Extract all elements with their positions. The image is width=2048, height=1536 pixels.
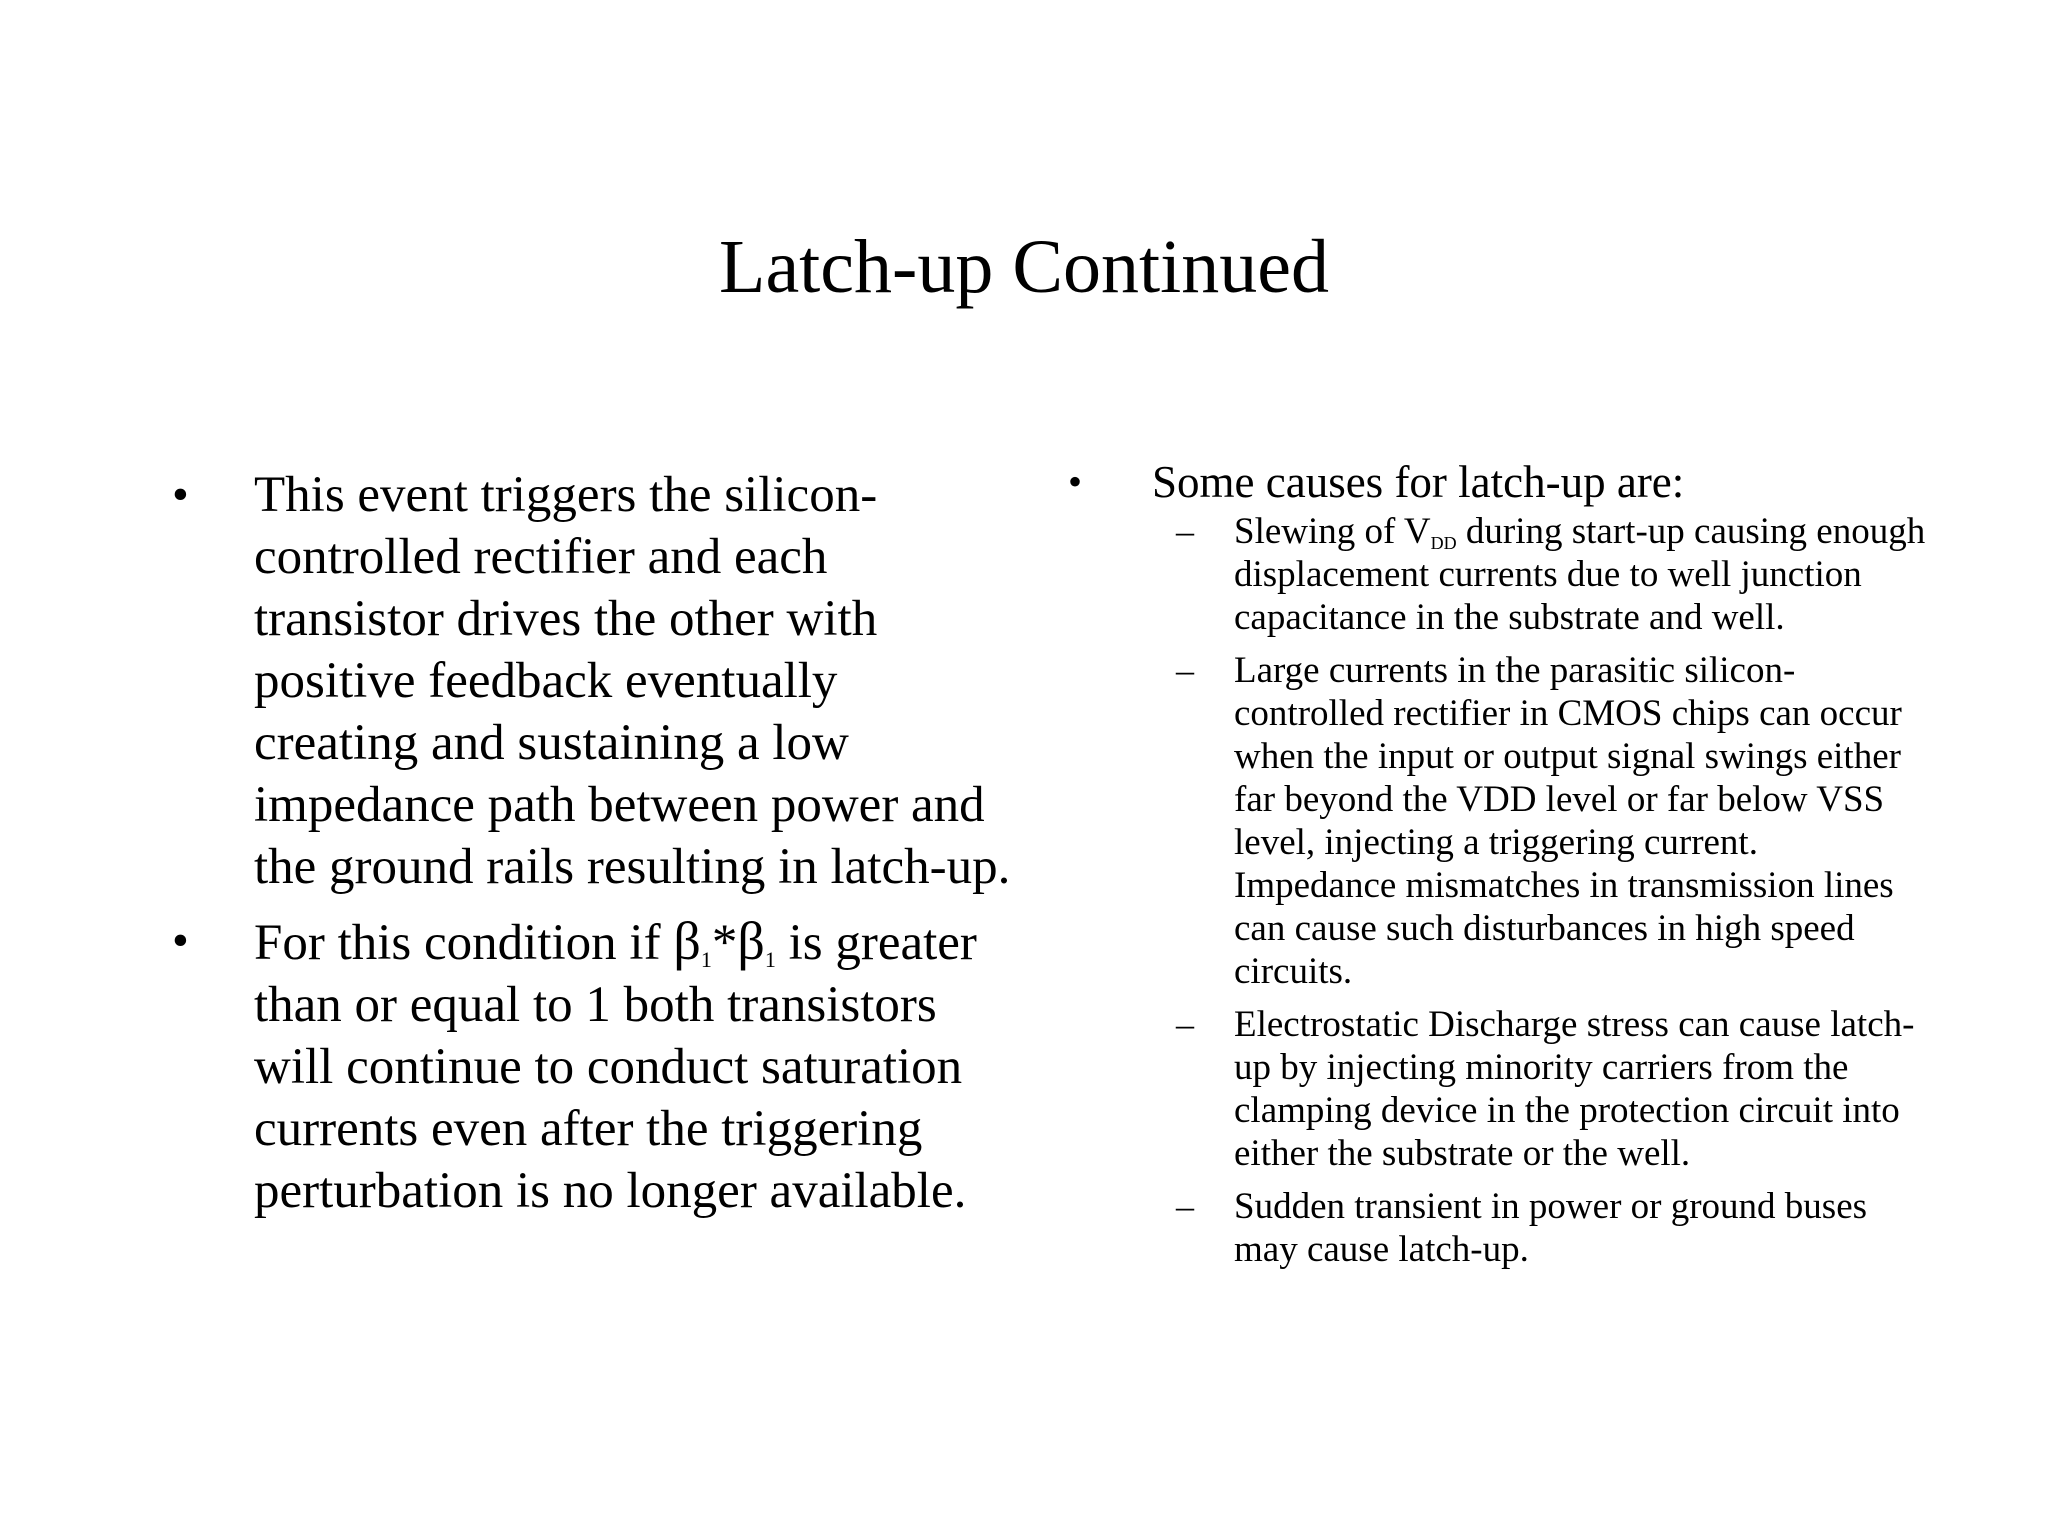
bullet-marker: •: [172, 914, 189, 967]
cause-item-4-text: Sudden transient in power or ground buses may cause latch-up.: [1234, 1186, 1868, 1270]
beta-subscript: 1: [700, 947, 712, 972]
slide-title: Latch-up Continued: [719, 225, 1329, 309]
bullet-marker: •: [172, 468, 189, 521]
left-bullet-2: [172, 910, 1012, 1222]
bullet-marker: •: [1068, 459, 1083, 504]
beta-subscript: 1: [764, 947, 776, 972]
cause-item-1: [1176, 510, 1928, 639]
beta-symbol: β: [737, 911, 765, 971]
cause-item-2: [1176, 649, 1928, 993]
right-bullet: [1068, 456, 1928, 508]
times-symbol: *: [711, 915, 738, 971]
left-bullet-1-text: This event triggers the silicon-controlled rectifier and each transistor drives the other with positive feedback eventually creating and sustaining a low impedance path between power and the ground rails resulting in latch-up.: [254, 467, 1011, 895]
dash-marker: –: [1176, 650, 1194, 690]
right-column: [1068, 456, 1928, 1271]
right-bullet-text: Some causes for latch-up are:: [1152, 457, 1685, 507]
causes-list: [1176, 510, 1928, 1271]
cause-item-1-text: [1234, 510, 1928, 639]
dash-marker: –: [1176, 1186, 1194, 1226]
cause-1-suffix: during start-up causing enough displacement currents due to well junction capacitance in the substrate and well.: [1234, 511, 1926, 638]
cause-item-2-text: Large currents in the parasitic silicon-controlled rectifier in CMOS chips can occur when the input or output signal swings either far beyond the VDD level or far below VSS level, injecting a triggering current. Impedance mismatches in transmission lines can cause such disturbances in high speed circuits.: [1234, 650, 1902, 992]
bullet-2-text-end: is greater than or equal to 1 both transistors will continue to conduct saturation currents even after the triggering perturbation is no longer available.: [254, 915, 977, 1219]
left-bullet-1: [172, 464, 1012, 898]
left-bullet-2-text: [254, 910, 1012, 1222]
cause-item-4: [1176, 1185, 1928, 1271]
dash-marker: –: [1176, 1004, 1194, 1044]
bullet-2-text-start: For this condition if: [254, 915, 674, 971]
cause-1-prefix: Slewing of V: [1234, 511, 1431, 552]
dash-marker: –: [1176, 511, 1194, 551]
cause-item-3-text: Electrostatic Discharge stress can cause latch-up by injecting minority carriers from the clamping device in the protection circuit into either the substrate or the well.: [1234, 1004, 1915, 1174]
beta-symbol: β: [673, 911, 701, 971]
vdd-subscript: DD: [1430, 533, 1457, 553]
cause-item-3: [1176, 1003, 1928, 1175]
left-column: [172, 464, 1012, 1222]
